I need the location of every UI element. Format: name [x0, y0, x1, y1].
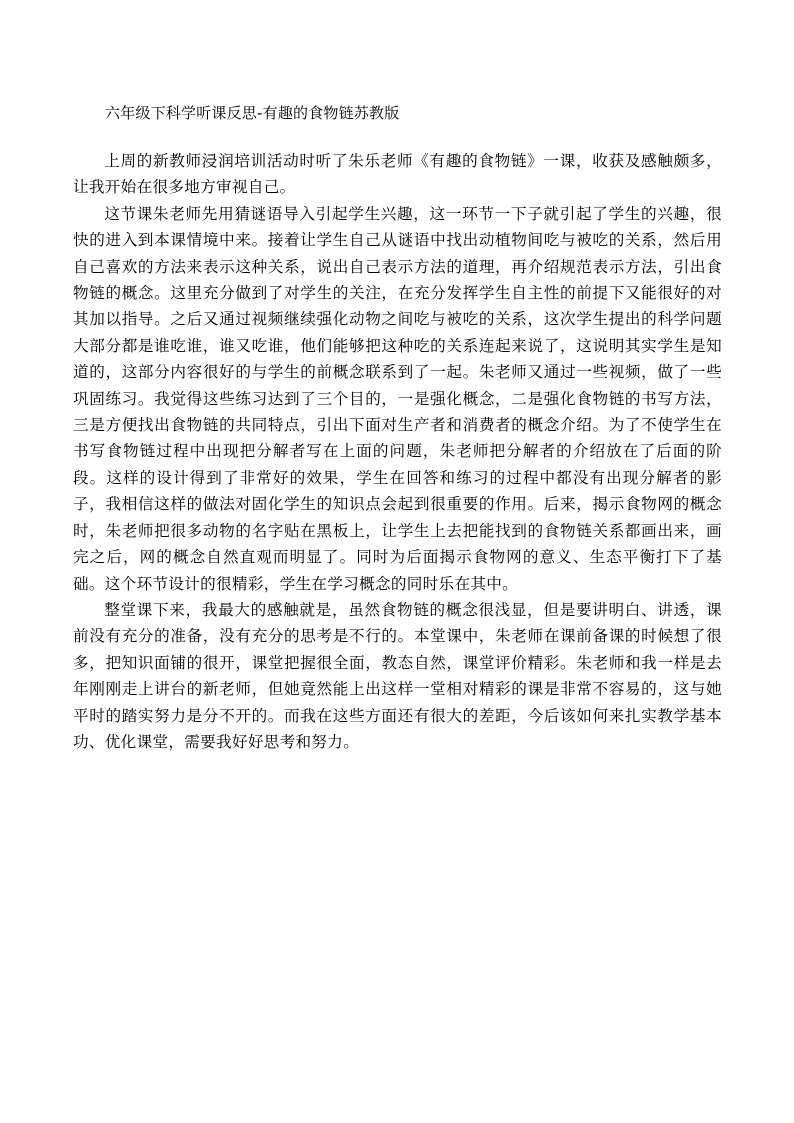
paragraph-intro: 上周的新教师浸润培训活动时听了朱乐老师《有趣的食物链》一课，收获及感触颇多，让我开始在很多地方审视自己。 — [73, 152, 722, 197]
document-body — [73, 148, 722, 755]
paragraph-reflection: 整堂课下来，我最大的感触就是，虽然食物链的概念很浅显，但是要讲明白、讲透，课前没有充分的准备，没有充分的思考是不行的。本堂课中，朱老师在课前备课的时候想了很多，把知识面铺的很开，课堂把握很全面，教态自然，课堂评价精彩。朱老师和我一样是去年刚刚走上讲台的新老师，但她竟然能上出这样一堂相对精彩的课是非常不容易的，这与她平时的踏实努力是分不开的。而我在这些方面还有很大的差距，今后该如何来扎实教学基本功、优化课堂，需要我好好思考和努力。 — [73, 600, 722, 751]
document-title: 六年级下科学听课反思-有趣的食物链苏教版 — [105, 104, 400, 122]
paragraph-lesson-process: 这节课朱老师先用猜谜语导入引起学生兴趣，这一环节一下子就引起了学生的兴趣，很快的进入到本课情境中来。接着让学生自己从谜语中找出动植物间吃与被吃的关系，然后用自己喜欢的方法来表示这种关系，说出自己表示方法的道理，再介绍规范表示方法，引出食物链的概念。这里充分做到了对学生的关注，在充分发挥学生自主性的前提下又能很好的对其加以指导。之后又通过视频继续强化动物之间吃与被吃的关系，这次学生提出的科学问题大部分都是谁吃谁，谁又吃谁，他们能够把这种吃的关系连起来说了，这说明其实学生是知道的，这部分内容很好的与学生的前概念联系到了一起。朱老师又通过一些视频，做了一些巩固练习。我觉得这些练习达到了三个目的，一是强化概念，二是强化食物链的书写方法，三是方便找出食物链的共同特点，引出下面对生产者和消费者的概念介绍。为了不使学生在书写食物链过程中出现把分解者写在上面的问题，朱老师把分解者的介绍放在了后面的阶段。这样的设计得到了非常好的效果，学生在回答和练习的过程中都没有出现分解者的影子，我相信这样的做法对固化学生的知识点会起到很重要的作用。后来，揭示食物网的概念时，朱老师把很多动物的名字贴在黑板上，让学生上去把能找到的食物链关系都画出来，画完之后，网的概念自然直观而明显了。同时为后面揭示食物网的意义、生态平衡打下了基础。这个环节设计的很精彩，学生在学习概念的同时乐在其中。 — [73, 204, 722, 593]
